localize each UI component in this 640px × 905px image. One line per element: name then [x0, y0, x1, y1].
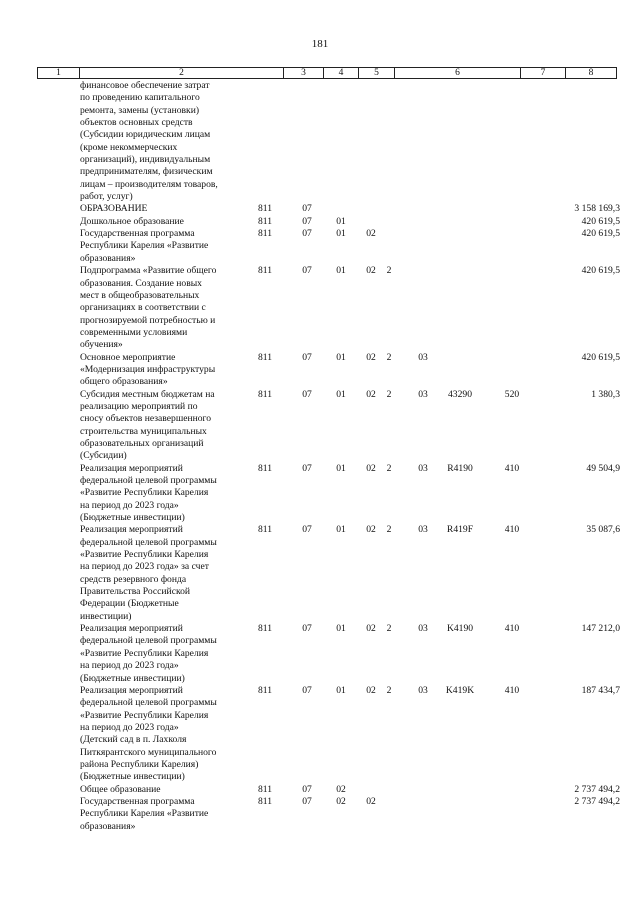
cell-c8: 3 158 169,3 [574, 203, 620, 215]
table-row [0, 685, 640, 784]
cell-c6d: R4190 [447, 462, 473, 474]
cell-c3: 811 [257, 462, 273, 474]
cell-c5: 01 [336, 265, 346, 277]
cell-c5: 01 [336, 351, 346, 363]
table-row [0, 203, 640, 215]
description-line: инвестиции) [80, 610, 132, 622]
cell-c7: 410 [504, 524, 520, 536]
cell-c5: 02 [336, 783, 346, 795]
description-line: средств резервного фонда [80, 573, 187, 585]
cell-c3: 811 [257, 265, 273, 277]
header-col-1: 1 [38, 68, 80, 78]
cell-c3: 811 [257, 795, 273, 807]
table-row [0, 524, 640, 623]
cell-c4: 07 [302, 265, 312, 277]
cell-c6c: 03 [418, 388, 428, 400]
cell-c6a: 02 [366, 388, 376, 400]
description-line: «Развитие Республики Карелия [80, 647, 209, 659]
description-line: (Субсидии юридическим лицам [80, 129, 211, 141]
row-description [80, 389, 240, 463]
cell-c6c: 03 [418, 462, 428, 474]
description-line: Реализация мероприятий [80, 524, 183, 536]
description-line: мест в общеобразовательных [80, 289, 200, 301]
description-line: федеральной целевой программы [80, 536, 217, 548]
description-line: образовательных организаций [80, 437, 204, 449]
table-row [0, 265, 640, 351]
description-line: на период до 2023 года» [80, 721, 179, 733]
description-line: «Модернизация инфраструктуры [80, 363, 216, 375]
cell-c8: 420 619,5 [581, 228, 620, 240]
cell-c6b: 2 [386, 351, 392, 363]
description-line: Общее образование [80, 783, 161, 795]
cell-c6d: 43290 [448, 388, 472, 400]
cell-c5: 01 [336, 215, 346, 227]
cell-c4: 07 [302, 462, 312, 474]
cell-c6b: 2 [386, 388, 392, 400]
cell-c5: 01 [336, 623, 346, 635]
cell-c8: 420 619,5 [581, 215, 620, 227]
description-line: организациях в соответствии с [80, 302, 206, 314]
cell-c3: 811 [257, 215, 273, 227]
cell-c6a: 02 [366, 351, 376, 363]
cell-c6c: 03 [418, 623, 428, 635]
description-line: образования» [80, 252, 136, 264]
description-line: Дошкольное образование [80, 215, 184, 227]
description-line: (Субсидии) [80, 450, 127, 462]
row-description [80, 228, 240, 265]
description-line: «Развитие Республики Карелия [80, 549, 209, 561]
cell-c8: 420 619,5 [581, 265, 620, 277]
description-line: общего образования» [80, 376, 168, 388]
cell-c4: 07 [302, 351, 312, 363]
description-line: работ, услуг) [80, 191, 133, 203]
description-line: (кроме некоммерческих [80, 141, 178, 153]
budget-table-body [0, 80, 640, 833]
cell-c6d: K4190 [446, 623, 474, 635]
description-line: федеральной целевой программы [80, 697, 217, 709]
description-line: прогнозируемой потребностью и [80, 314, 216, 326]
description-line: Государственная программа [80, 228, 195, 240]
row-description [80, 784, 240, 796]
header-col-2: 2 [80, 68, 284, 78]
description-line: современными условиями [80, 326, 188, 338]
table-row [0, 228, 640, 265]
cell-c6a: 02 [366, 228, 376, 240]
row-description [80, 623, 240, 685]
cell-c8: 49 504,9 [586, 462, 620, 474]
cell-c6c: 03 [418, 351, 428, 363]
description-line: образования. Создание новых [80, 277, 202, 289]
description-line: Государственная программа [80, 795, 195, 807]
header-col-6: 6 [395, 68, 521, 78]
cell-c3: 811 [257, 524, 273, 536]
cell-c6c: 03 [418, 524, 428, 536]
cell-c3: 811 [257, 351, 273, 363]
cell-c8: 1 380,3 [591, 388, 620, 400]
description-line: строительства муниципальных [80, 425, 207, 437]
header-col-3: 3 [284, 68, 324, 78]
cell-c5: 01 [336, 524, 346, 536]
description-line: Федерации (Бюджетные [80, 598, 179, 610]
row-description [80, 352, 240, 389]
row-description [80, 203, 240, 215]
cell-c3: 811 [257, 783, 273, 795]
description-line: (Бюджетные инвестиции) [80, 771, 185, 783]
description-line: на период до 2023 года» [80, 660, 179, 672]
description-line: обучения» [80, 339, 123, 351]
cell-c5: 01 [336, 228, 346, 240]
table-row [0, 623, 640, 685]
cell-c4: 07 [302, 388, 312, 400]
cell-c3: 811 [257, 623, 273, 635]
cell-c6a: 02 [366, 684, 376, 696]
description-line: финансовое обеспечение затрат [80, 80, 210, 91]
description-line: района Республики Карелия) [80, 758, 199, 770]
description-line: (Бюджетные инвестиции) [80, 672, 185, 684]
cell-c6b: 2 [386, 623, 392, 635]
description-line: Реализация мероприятий [80, 623, 183, 635]
header-col-7: 7 [521, 68, 566, 78]
header-col-4: 4 [324, 68, 359, 78]
cell-c6a: 02 [366, 795, 376, 807]
description-line: «Развитие Республики Карелия [80, 487, 209, 499]
description-line: Подпрограмма «Развитие общего [80, 265, 217, 277]
table-row [0, 796, 640, 833]
cell-c3: 811 [257, 388, 273, 400]
cell-c5: 01 [336, 462, 346, 474]
row-description [80, 524, 240, 623]
cell-c8: 35 087,6 [586, 524, 620, 536]
row-description [80, 80, 240, 203]
description-line: ОБРАЗОВАНИЕ [80, 203, 148, 215]
cell-c3: 811 [257, 228, 273, 240]
header-col-8: 8 [588, 68, 594, 78]
cell-c3: 811 [257, 684, 273, 696]
description-line: на период до 2023 года» [80, 499, 179, 511]
table-row [0, 784, 640, 796]
cell-c8: 420 619,5 [581, 351, 620, 363]
cell-c6d: K419K [445, 684, 475, 696]
cell-c3: 811 [257, 203, 273, 215]
cell-c6a: 02 [366, 623, 376, 635]
cell-c4: 07 [302, 203, 312, 215]
table-row [0, 216, 640, 228]
cell-c7: 410 [504, 684, 520, 696]
row-description [80, 216, 240, 228]
description-line: «Развитие Республики Карелия [80, 709, 209, 721]
description-line: федеральной целевой программы [80, 475, 217, 486]
description-line: (Бюджетные инвестиции) [80, 512, 185, 524]
cell-c6b: 2 [386, 462, 392, 474]
table-header [37, 67, 617, 79]
cell-c4: 07 [302, 783, 312, 795]
cell-c4: 07 [302, 524, 312, 536]
cell-c8: 2 737 494,2 [574, 795, 620, 807]
cell-c6a: 02 [366, 462, 376, 474]
row-description [80, 265, 240, 351]
description-line: Республики Карелия «Развитие [80, 240, 209, 252]
description-line: (Детский сад в п. Лахколя [80, 734, 187, 746]
cell-c7: 410 [504, 623, 520, 635]
page-number: 181 [311, 38, 329, 50]
cell-c6c: 03 [418, 684, 428, 696]
description-line: реализацию мероприятий по [80, 400, 198, 412]
row-description [80, 463, 240, 525]
cell-c4: 07 [302, 623, 312, 635]
row-description [80, 685, 240, 784]
cell-c4: 07 [302, 795, 312, 807]
description-line: Субсидия местным бюджетам на [80, 388, 215, 400]
description-line: Реализация мероприятий [80, 684, 183, 696]
description-line: Правительства Российской [80, 586, 191, 598]
description-line: ремонта, замены (установки) [80, 104, 200, 116]
table-row [0, 80, 640, 203]
cell-c8: 2 737 494,2 [574, 783, 620, 795]
cell-c8: 147 212,0 [581, 623, 620, 635]
cell-c6a: 02 [366, 265, 376, 277]
description-line: по проведению капитального [80, 92, 200, 104]
cell-c7: 410 [504, 462, 520, 474]
cell-c4: 07 [302, 228, 312, 240]
cell-c6b: 2 [386, 684, 392, 696]
description-line: на период до 2023 года» за счет [80, 561, 209, 573]
table-row [0, 352, 640, 389]
cell-c7: 520 [504, 388, 520, 400]
description-line: Реализация мероприятий [80, 462, 183, 474]
description-line: Питкярантского муниципального [80, 746, 217, 758]
cell-c8: 187 434,7 [581, 684, 620, 696]
cell-c5: 02 [336, 795, 346, 807]
description-line: объектов основных средств [80, 117, 193, 129]
description-line: лицам – производителям товаров, [80, 178, 218, 190]
cell-c4: 07 [302, 215, 312, 227]
description-line: сносу объектов незавершенного [80, 413, 212, 425]
description-line: организаций), индивидуальным [80, 154, 211, 166]
description-line: федеральной целевой программы [80, 635, 217, 647]
cell-c5: 01 [336, 684, 346, 696]
description-line: образования» [80, 820, 136, 832]
cell-c5: 01 [336, 388, 346, 400]
cell-c6a: 02 [366, 524, 376, 536]
cell-c4: 07 [302, 684, 312, 696]
cell-c6d: R419F [446, 524, 474, 536]
description-line: Основное мероприятие [80, 351, 176, 363]
table-row [0, 463, 640, 525]
table-row [0, 389, 640, 463]
row-description [80, 796, 240, 833]
description-line: предпринимателям, физическим [80, 166, 213, 178]
cell-c6b: 2 [386, 265, 392, 277]
description-line: Республики Карелия «Развитие [80, 808, 209, 820]
cell-c6b: 2 [386, 524, 392, 536]
header-col-5: 5 [359, 68, 395, 78]
